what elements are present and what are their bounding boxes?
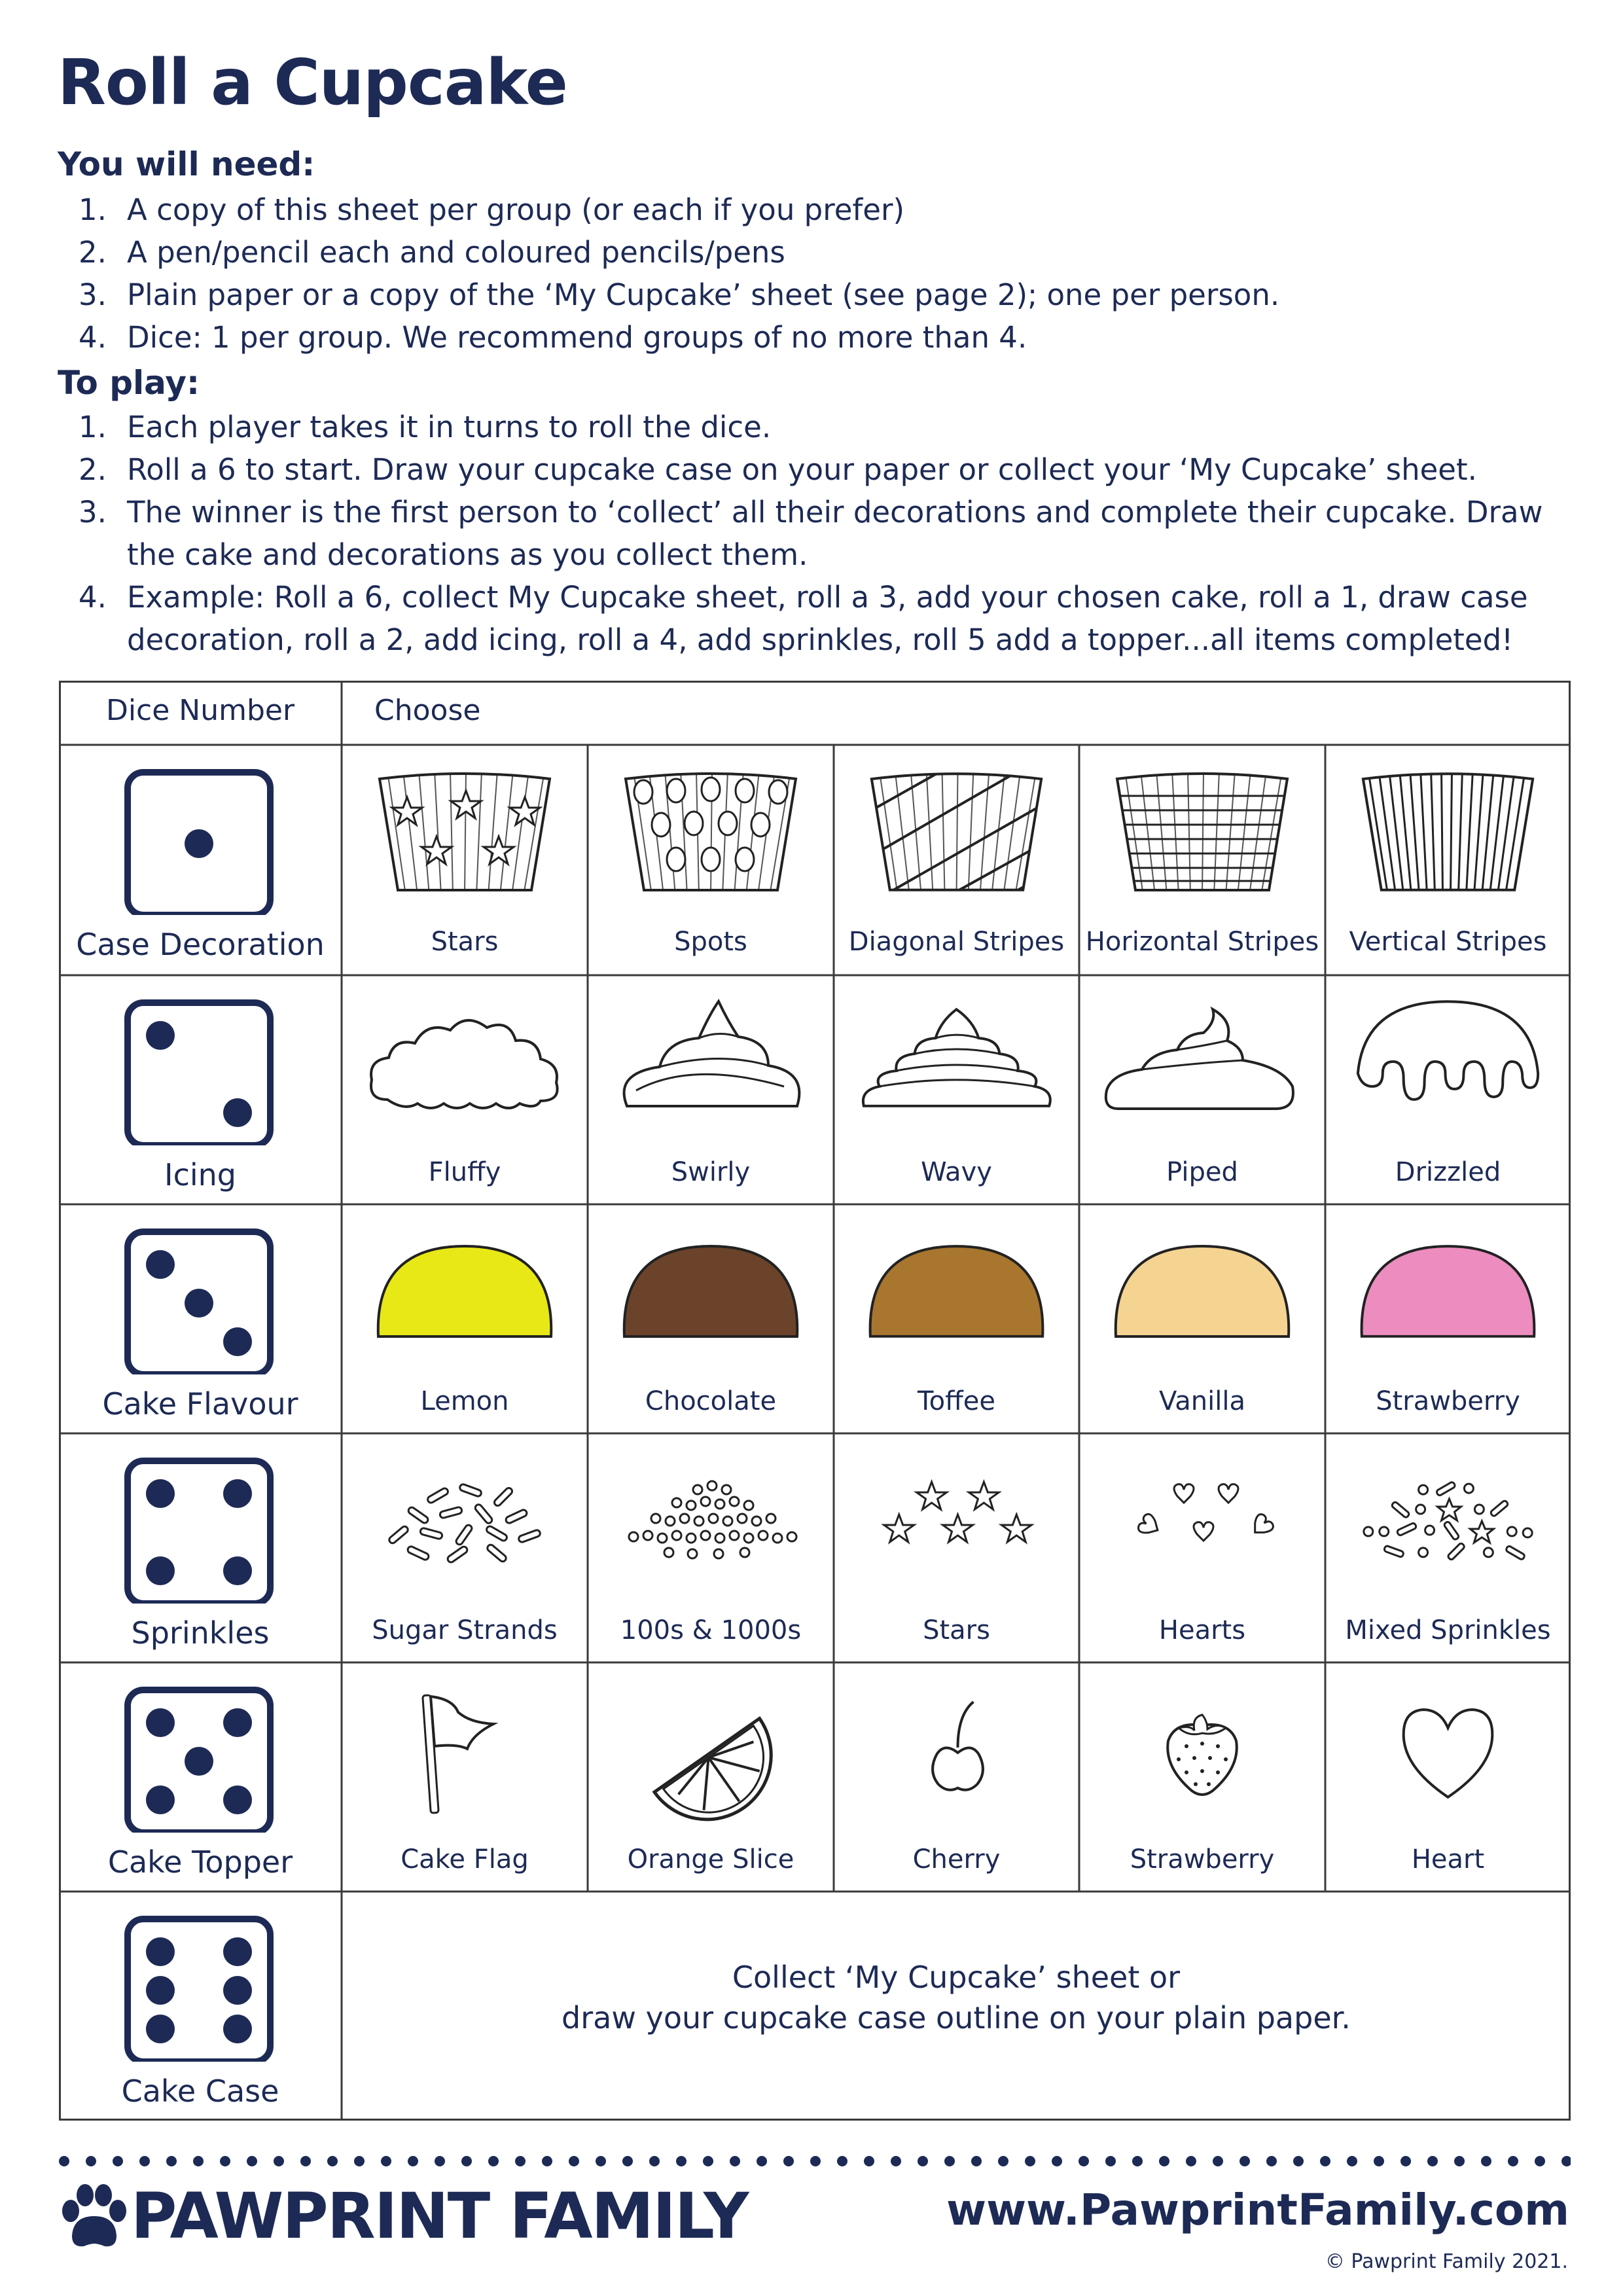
divider-dot: [327, 2156, 338, 2166]
list-item: 2. Roll a 6 to start. Draw your cupcake case on your paper or collect your ‘My Cupcake’ sheet.: [79, 452, 1477, 487]
cake-chocolate-icon: [588, 1204, 834, 1374]
divider-dot: [676, 2156, 687, 2166]
option-label: Hearts: [1158, 1615, 1246, 1645]
option-label: Wavy: [921, 1157, 992, 1187]
divider-dot: [596, 2156, 606, 2166]
list-item: 3. Plain paper or a copy of the ‘My Cupcake’ sheet (see page 2); one per person.: [79, 278, 1280, 312]
option-cell: [1079, 1433, 1325, 1662]
divider-dot: [435, 2156, 445, 2166]
dotted-divider: [59, 2155, 1571, 2168]
divider-dot: [649, 2156, 660, 2166]
cake-lemon-icon: [342, 1204, 588, 1374]
row-label: Icing: [164, 1157, 236, 1193]
option-cell: [1079, 1204, 1325, 1433]
divider-dot: [1240, 2156, 1250, 2166]
divider-dot: [622, 2156, 633, 2166]
row-label-cake-case: [59, 1892, 342, 2121]
die-face-2-icon: [59, 975, 342, 1145]
divider-dot: [300, 2156, 311, 2166]
divider-dot: [1293, 2156, 1304, 2166]
list-item: 1. A copy of this sheet per group (or each if you prefer): [79, 192, 904, 227]
row-label-cake-flavour: [59, 1204, 342, 1433]
list-item: 3. The winner is the first person to ‘collect’ all their decorations and complete their cupcake. Draw the cake and decorations as you collect them.: [79, 495, 1543, 572]
option-cell: [1325, 975, 1571, 1204]
option-cell: [834, 745, 1079, 975]
divider-dot: [1266, 2156, 1277, 2166]
divider-dot: [757, 2156, 767, 2166]
case-vertical-stripes-icon: [1325, 745, 1571, 915]
you-will-need-list: [58, 188, 1571, 359]
row-label: Case Decoration: [76, 927, 325, 962]
divider-dot: [1400, 2156, 1411, 2166]
option-label: Spots: [674, 927, 747, 957]
row-label: Sprinkles: [131, 1615, 270, 1651]
divider-dot: [542, 2156, 552, 2166]
die-face-5-icon: [59, 1662, 342, 1833]
case-spots-icon: [588, 745, 834, 915]
row-label: Cake Flavour: [102, 1386, 298, 1422]
option-label: Orange Slice: [627, 1844, 794, 1874]
icing-wavy-icon: [834, 975, 1079, 1145]
divider-dot: [837, 2156, 847, 2166]
collect-instruction: Collect ‘My Cupcake’ sheet or draw your cupcake case outline on your plain paper.: [562, 1960, 1351, 2036]
option-cell: [588, 1204, 834, 1433]
case-horizontal-stripes-icon: [1079, 745, 1325, 915]
divider-dot: [488, 2156, 499, 2166]
divider-dot: [1347, 2156, 1357, 2166]
divider-dot: [971, 2156, 982, 2166]
option-cell: [342, 745, 588, 975]
list-item: 4. Example: Roll a 6, collect My Cupcake sheet, roll a 3, add your chosen cake, roll a 1, draw case decoration, roll a 2, add icing, roll a 4, add sprinkles, roll 5 add a topper...all items completed!: [79, 580, 1528, 657]
option-cell: [1325, 745, 1571, 975]
dice-choice-table: [59, 681, 1571, 2121]
option-label: Heart: [1411, 1844, 1485, 1874]
divider-dot: [1213, 2156, 1223, 2166]
option-cell: [1079, 745, 1325, 975]
option-label: Lemon: [420, 1386, 509, 1416]
divider-dot: [220, 2156, 230, 2166]
option-label: Chocolate: [645, 1386, 777, 1416]
option-label: Vanilla: [1159, 1386, 1245, 1416]
divider-dot: [1186, 2156, 1196, 2166]
icing-fluffy-icon: [342, 975, 588, 1145]
divider-dot: [381, 2156, 391, 2166]
option-cell: [1325, 1204, 1571, 1433]
divider-dot: [515, 2156, 526, 2166]
die-face-4-icon: [59, 1433, 342, 1604]
divider-dot: [193, 2156, 204, 2166]
option-cell: [834, 975, 1079, 1204]
row-label: Cake Case: [121, 2073, 279, 2109]
icing-piped-icon: [1079, 975, 1325, 1145]
option-cell: [342, 1204, 588, 1433]
divider-dot: [247, 2156, 257, 2166]
option-label: Stars: [431, 927, 499, 957]
cake-flag-icon: [342, 1662, 588, 1833]
divider-dot: [1481, 2156, 1491, 2166]
website-link[interactable]: www.PawprintFamily.com: [946, 2185, 1569, 2235]
divider-dot: [998, 2156, 1008, 2166]
option-label: Fluffy: [428, 1157, 501, 1187]
divider-dot: [1320, 2156, 1330, 2166]
divider-dot: [1561, 2156, 1571, 2166]
header-dice-number: Dice Number: [105, 694, 295, 727]
mixed-sprinkles-icon: [1325, 1433, 1571, 1604]
divider-dot: [891, 2156, 901, 2166]
row-label-cake-topper: [59, 1662, 342, 1892]
divider-dot: [1052, 2156, 1062, 2166]
option-label: Toffee: [918, 1386, 995, 1416]
option-cell: [588, 975, 834, 1204]
row-label-case-decoration: [59, 745, 342, 975]
option-cell: [342, 1662, 588, 1892]
option-label: Cake Flag: [401, 1844, 529, 1874]
strawberry-icon: [1079, 1662, 1325, 1833]
option-label: Drizzled: [1395, 1157, 1501, 1187]
option-cell: [834, 1433, 1079, 1662]
divider-dot: [59, 2156, 69, 2166]
divider-dot: [408, 2156, 418, 2166]
option-cell: [834, 1204, 1079, 1433]
option-cell: [834, 1662, 1079, 1892]
option-label: Stars: [923, 1615, 990, 1645]
option-label: Strawberry: [1130, 1844, 1275, 1874]
divider-dot: [86, 2156, 96, 2166]
icing-swirly-icon: [588, 975, 834, 1145]
divider-dot: [1454, 2156, 1465, 2166]
copyright-notice: © Pawprint Family 2021.: [1325, 2250, 1568, 2273]
divider-dot: [703, 2156, 713, 2166]
divider-dot: [810, 2156, 821, 2166]
option-cell: [588, 1433, 834, 1662]
header-choose: Choose: [374, 694, 481, 727]
divider-dot: [730, 2156, 740, 2166]
divider-dot: [1374, 2156, 1384, 2166]
cherry-icon: [834, 1662, 1079, 1833]
list-item: 1. Each player takes it in turns to roll the dice.: [79, 410, 772, 444]
divider-dot: [354, 2156, 365, 2166]
to-play-heading: To play:: [58, 364, 200, 402]
option-cell: [1325, 1433, 1571, 1662]
option-label: Sugar Strands: [372, 1615, 558, 1645]
option-cell: [342, 1433, 588, 1662]
case-diagonal-stripes-icon: [834, 745, 1079, 915]
list-item: 2. A pen/pencil each and coloured pencils/pens: [79, 235, 785, 270]
option-cell: [1079, 975, 1325, 1204]
divider-dot: [1132, 2156, 1143, 2166]
cake-toffee-icon: [834, 1204, 1079, 1374]
cake-vanilla-icon: [1079, 1204, 1325, 1374]
divider-dot: [569, 2156, 579, 2166]
divider-dot: [461, 2156, 472, 2166]
page-title: Roll a Cupcake: [58, 46, 567, 119]
option-label: Horizontal Stripes: [1085, 927, 1319, 957]
divider-dot: [1427, 2156, 1438, 2166]
sugar-strands-icon: [342, 1433, 588, 1604]
die-face-1-icon: [59, 745, 342, 915]
option-label: Mixed Sprinkles: [1345, 1615, 1551, 1645]
paw-logo-icon: [58, 2179, 130, 2251]
hundreds-and-thousands-icon: [588, 1433, 834, 1604]
orange-slice-icon: [588, 1662, 834, 1833]
divider-dot: [1025, 2156, 1035, 2166]
option-label: Piped: [1166, 1157, 1238, 1187]
heart-icon: [1325, 1662, 1571, 1833]
divider-dot: [1079, 2156, 1089, 2166]
divider-dot: [139, 2156, 150, 2166]
divider-dot: [918, 2156, 928, 2166]
divider-dot: [1159, 2156, 1169, 2166]
die-face-6-icon: [59, 1892, 342, 2062]
option-cell: [342, 975, 588, 1204]
option-cell: [588, 745, 834, 975]
option-cell: [588, 1662, 834, 1892]
divider-dot: [944, 2156, 955, 2166]
you-will-need-heading: You will need:: [58, 145, 315, 183]
row-label-sprinkles: [59, 1433, 342, 1662]
option-label: Strawberry: [1376, 1386, 1520, 1416]
divider-dot: [783, 2156, 794, 2166]
divider-dot: [274, 2156, 284, 2166]
brand-logo-text: PAWPRINT FAMILY: [131, 2179, 748, 2253]
case-stars-icon: [342, 745, 588, 915]
divider-dot: [1535, 2156, 1545, 2166]
option-label: 100s & 1000s: [620, 1615, 802, 1645]
option-label: Cherry: [912, 1844, 1001, 1874]
sprinkle-hearts-icon: [1079, 1433, 1325, 1604]
divider-dot: [166, 2156, 177, 2166]
row-label-icing: [59, 975, 342, 1204]
row-label: Cake Topper: [107, 1844, 293, 1880]
divider-dot: [864, 2156, 874, 2166]
divider-dot: [113, 2156, 123, 2166]
option-label: Vertical Stripes: [1349, 927, 1547, 957]
option-label: Swirly: [671, 1157, 751, 1187]
option-cell: [1079, 1662, 1325, 1892]
sprinkle-stars-icon: [834, 1433, 1079, 1604]
to-play-list: [58, 406, 1571, 661]
option-cell: [1325, 1662, 1571, 1892]
option-label: Diagonal Stripes: [848, 927, 1065, 957]
divider-dot: [1105, 2156, 1116, 2166]
icing-drizzled-icon: [1325, 975, 1571, 1145]
divider-dot: [1508, 2156, 1518, 2166]
list-item: 4. Dice: 1 per group. We recommend groups of no more than 4.: [79, 320, 1027, 355]
cake-strawberry-icon: [1325, 1204, 1571, 1374]
die-face-3-icon: [59, 1204, 342, 1374]
